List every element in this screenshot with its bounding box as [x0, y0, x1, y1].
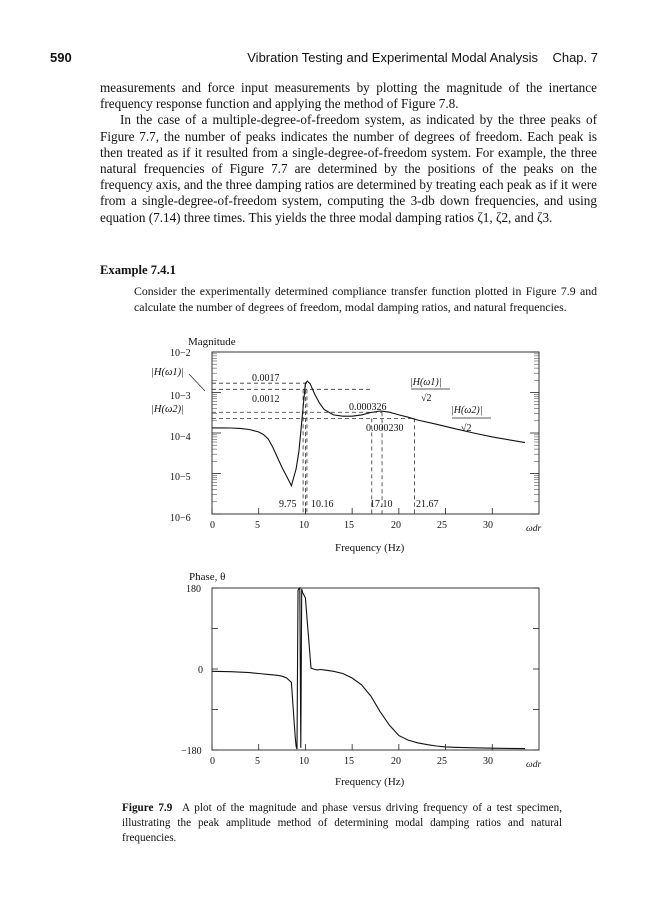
h2-value-label: 0.000326 [349, 402, 387, 413]
h2-root2-value-label: 0.000230 [366, 423, 404, 434]
caption-label: Figure 7.9 [122, 802, 173, 814]
phase-y-ticks [212, 588, 539, 750]
mag-x-end-label: ωdr [526, 524, 542, 534]
frac-h1-numerator: |H(ω1)| [410, 377, 442, 388]
mag-ytick-label: 10−2 [170, 348, 191, 359]
mag-xtick-label: 5 [255, 520, 260, 531]
magnitude-plot [151, 336, 541, 554]
phase-ytick-label: 0 [198, 665, 203, 676]
phase-xlabel: Frequency (Hz) [335, 776, 405, 788]
phase-x-end-label: ωdr [526, 760, 542, 770]
phase-xtick-label: 15 [344, 756, 354, 767]
mag-xtick-label: 10 [299, 520, 309, 531]
h1-leader-line [189, 374, 205, 391]
freq-label: 9.75 [279, 499, 297, 510]
h1-axis-label: |H(ω1)| [151, 367, 185, 378]
phase-plot [181, 571, 541, 788]
h2-axis-label: |H(ω2)| [151, 404, 185, 415]
freq-label: 17.10 [370, 499, 393, 510]
figure-caption [122, 801, 562, 846]
paragraph-1: measurements and force input measurements by plotting the magnitude of the inertance frequency response function and applying the method of Figure 7.8. [100, 80, 597, 112]
magnitude-ylabel: Magnitude [188, 336, 236, 348]
mag-xtick-label: 30 [483, 520, 493, 531]
phase-ylabel: Phase, θ [189, 571, 226, 583]
mag-xtick-label: 20 [391, 520, 401, 531]
h1-root2-value-label: 0.0012 [252, 394, 280, 405]
magnitude-xlabel: Frequency (Hz) [335, 542, 405, 554]
mag-ytick-label: 10−3 [170, 391, 191, 402]
chapter-label: Chap. 7 [552, 50, 598, 65]
phase-curve [212, 588, 525, 749]
h1-value-label: 0.0017 [252, 373, 280, 384]
example-text: Consider the experimentally determined compliance transfer function plotted in Figure 7.9 and calculate the number of degrees of freedom, modal damping ratios, and natural frequencies. [134, 284, 597, 314]
mag-ytick-label: 10−4 [170, 432, 191, 443]
frac-h2-denominator: √2 [461, 423, 472, 434]
mag-ytick-label: 10−5 [170, 472, 191, 483]
freq-label: 21.67 [416, 499, 439, 510]
caption-text: A plot of the magnitude and phase versus driving frequency of a test specimen, illustrating the peak amplitude method of determining modal damping ratios and natural frequencies. [122, 802, 562, 844]
magnitude-x-ticks [212, 508, 492, 514]
phase-xtick-label: 20 [391, 756, 401, 767]
example-title: Example 7.4.1 [100, 263, 176, 277]
phase-xtick-label: 5 [255, 756, 260, 767]
freq-label: 10.16 [311, 499, 334, 510]
phase-ytick-label: −180 [181, 746, 202, 757]
phase-xtick-label: 10 [299, 756, 309, 767]
phase-xtick-label: 0 [210, 756, 215, 767]
page-number: 590 [50, 50, 72, 65]
phase-plot-frame [212, 588, 539, 750]
mag-ytick-label: 10−6 [170, 513, 191, 524]
phase-xtick-label: 30 [483, 756, 493, 767]
running-title: Vibration Testing and Experimental Modal Analysis [247, 50, 538, 65]
frac-h2-numerator: |H(ω2)| [451, 405, 483, 416]
phase-xtick-label: 25 [437, 756, 447, 767]
phase-ytick-label: 180 [186, 584, 201, 595]
paragraph-2: In the case of a multiple-degree-of-freedom system, as indicated by the three peaks of Figure 7.7, the number of peaks indicates the number of degrees of freedom. Each peak is then treated as if it resulted from a single-degree-of-freedom system. For example, the three natural frequencies of Figure 7.7 are determined by the positions of the peaks on the frequency axis, and the three damping ratios are determined by treating each peak as if it were from a single-degree-of-freedom system, computing the 3-db down frequencies, and using equation (7.14) three times. This yields the three modal damping ratios ζ1, ζ2, and ζ3. [100, 112, 597, 225]
mag-xtick-label: 0 [210, 520, 215, 531]
mag-xtick-label: 15 [344, 520, 354, 531]
frac-h1-denominator: √2 [421, 393, 432, 404]
mag-xtick-label: 25 [437, 520, 447, 531]
